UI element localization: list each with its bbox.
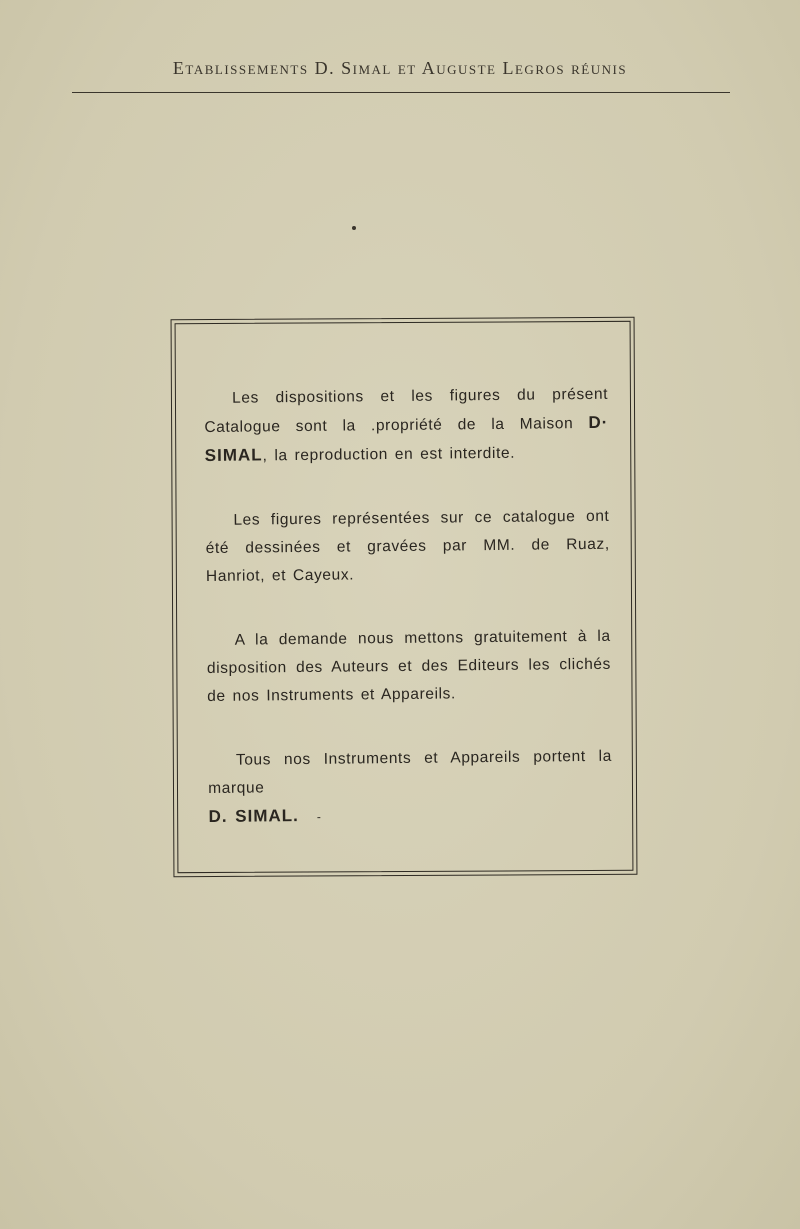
notice-text (204, 381, 613, 832)
trailing-dash: - (316, 809, 322, 824)
header-rule (72, 92, 730, 93)
notice-paragraph-copyright: Les dispositions et les figures du présent Catalogue sont la .propriété de la Maison D· SIMAL, la reproduction en est interdite. (204, 385, 609, 465)
notice-paragraph-engravers: Les figures représentées sur ce catalogue ont été dessinées et gravées par MM. de Ruaz, Hanriot, et Cayeux. (205, 507, 610, 585)
notice-paragraph-trademark: Tous nos Instruments et Appareils portent la marque D. SIMAL. - (208, 747, 612, 826)
page-header: Etablissements D. Simal et Auguste Legros réunis (172, 58, 628, 78)
trademark-name: D. SIMAL. (208, 806, 299, 826)
ink-dot (352, 226, 356, 230)
brand-name: D· SIMAL (204, 412, 609, 465)
notice-paragraph-clichés: A la demande nous mettons gratuitement à la disposition des Auteurs et des Editeurs les clichés de nos Instruments et Appareils. (206, 627, 612, 705)
